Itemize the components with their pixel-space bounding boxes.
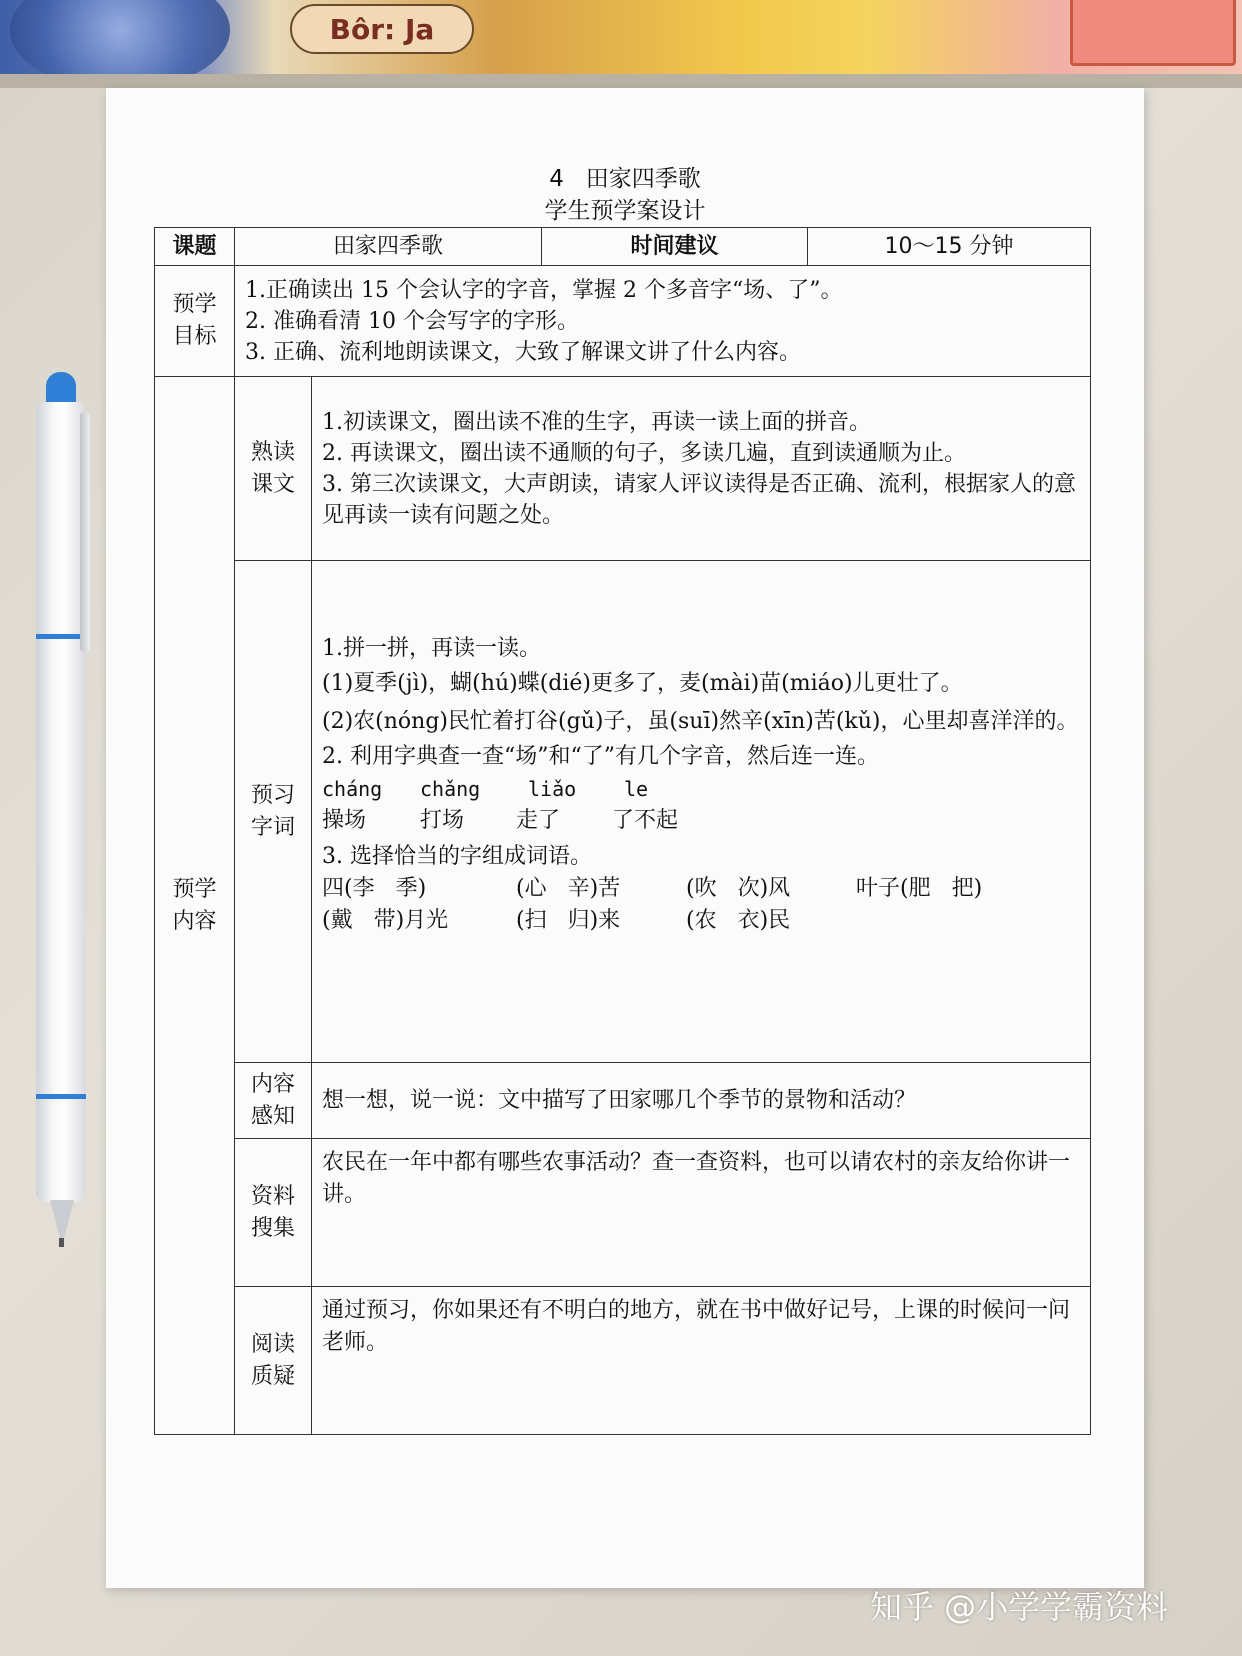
goals-content: [235, 266, 1091, 377]
research-content: 农民在一年中都有哪些农事活动？查一查资料，也可以请农村的亲友给你讲一讲。: [312, 1139, 1091, 1287]
words-q1-title: 1.拼一拼，再读一读。: [322, 636, 541, 661]
question-content: 通过预习，你如果还有不明白的地方，就在书中做好记号，上课的时候问一问老师。: [312, 1287, 1091, 1435]
perceive-label: 内容 感知: [235, 1063, 312, 1139]
worksheet-paper: [106, 88, 1144, 1588]
table-row: [155, 561, 1091, 1063]
words-label: 预习 字词: [235, 561, 312, 1063]
table-row: [155, 377, 1091, 561]
word-item: 操场: [322, 808, 367, 833]
perceive-content: 想一想，说一说：文中描写了田家哪几个季节的景物和活动？: [312, 1063, 1091, 1139]
goal-item: 3. 正确、流利地朗读课文，大致了解课文讲了什么内容。: [245, 339, 801, 365]
cover-label: Bôr: Ja: [290, 4, 474, 54]
book-cover-backdrop: [0, 0, 1242, 88]
choice-row: [322, 873, 1080, 905]
worksheet-subtitle: 学生预学案设计: [544, 198, 706, 224]
reading-item: 3. 第三次读课文，大声朗读，请家人评议读得是否正确、流利，根据家人的意见再读一读有问题之处。: [322, 471, 1076, 528]
pen-body: [36, 402, 86, 1202]
research-label: 资料 搜集: [235, 1139, 312, 1287]
shelf-edge: [0, 74, 1242, 88]
choice-item: (戴 带)月光: [322, 908, 449, 933]
choice-item: (心 辛)苦: [516, 876, 621, 901]
pen-band: [36, 634, 86, 639]
content-label: 预学 内容: [155, 377, 235, 1435]
table-row: [155, 1287, 1091, 1435]
words-q3-title: 3. 选择恰当的字组成词语。: [322, 844, 592, 869]
time-value: 10～15 分钟: [808, 228, 1091, 266]
pinyin-row: [322, 773, 1080, 805]
pen-point: [59, 1238, 64, 1247]
words-q1-line: (2)农(nóng)民忙着打谷(gǔ)子，虽(suī)然辛(xīn)苦(kǔ)，心里却喜洋洋的。: [322, 709, 1079, 734]
topic-value: 田家四季歌: [235, 228, 542, 266]
pinyin-item: cháng: [322, 777, 383, 801]
word-item: 走了: [516, 808, 561, 833]
pen-illustration: [30, 372, 92, 1247]
words-content: [312, 561, 1091, 1063]
pen-cap: [46, 372, 76, 406]
table-row: [155, 266, 1091, 377]
word-row: [322, 805, 1080, 837]
goal-item: 1.正确读出 15 个会认字的字音，掌握 2 个多音字“场、了”。: [245, 277, 843, 303]
reading-item: 2. 再读课文，圈出读不通顺的句子，多读几遍，直到读通顺为止。: [322, 440, 966, 466]
choice-item: 四(李 季): [322, 876, 427, 901]
time-label: 时间建议: [542, 228, 808, 266]
reading-item: 1.初读课文，圈出读不准的生字，再读一读上面的拼音。: [322, 409, 871, 435]
table-row: [155, 1063, 1091, 1139]
choice-row: [322, 905, 1080, 937]
choice-item: 叶子(肥 把): [856, 876, 983, 901]
choice-item: (农 衣)民: [686, 908, 791, 933]
goal-item: 2. 准确看清 10 个会写字的字形。: [245, 308, 579, 334]
table-row: [155, 228, 1091, 266]
reading-content: [312, 377, 1091, 561]
pen-band: [36, 1094, 86, 1099]
pen-clip: [80, 412, 90, 652]
word-item: 打场: [420, 808, 465, 833]
prelearning-table: [154, 227, 1091, 1435]
words-q2-title: 2. 利用字典查一查“场”和“了”有几个字音，然后连一连。: [322, 744, 879, 769]
reading-label: 熟读 课文: [235, 377, 312, 561]
question-label: 阅读 质疑: [235, 1287, 312, 1435]
choice-item: (吹 次)风: [686, 876, 791, 901]
pinyin-item: le: [624, 777, 649, 801]
pinyin-item: liǎo: [528, 777, 577, 801]
words-q1-line: (1)夏季(jì)，蝴(hú)蝶(dié)更多了，麦(mài)苗(miáo)儿更壮了。: [322, 671, 963, 696]
pink-card-decoration: [1070, 0, 1236, 66]
pinyin-item: chǎng: [420, 777, 481, 801]
word-item: 了不起: [612, 808, 679, 833]
table-row: [155, 1139, 1091, 1287]
choice-item: (扫 归)来: [516, 908, 621, 933]
watermark: 知乎 @小学学霸资料: [870, 1588, 1169, 1626]
lesson-title: 4 田家四季歌: [549, 166, 701, 192]
topic-label: 课题: [155, 228, 235, 266]
goals-label: 预学 目标: [155, 266, 235, 377]
